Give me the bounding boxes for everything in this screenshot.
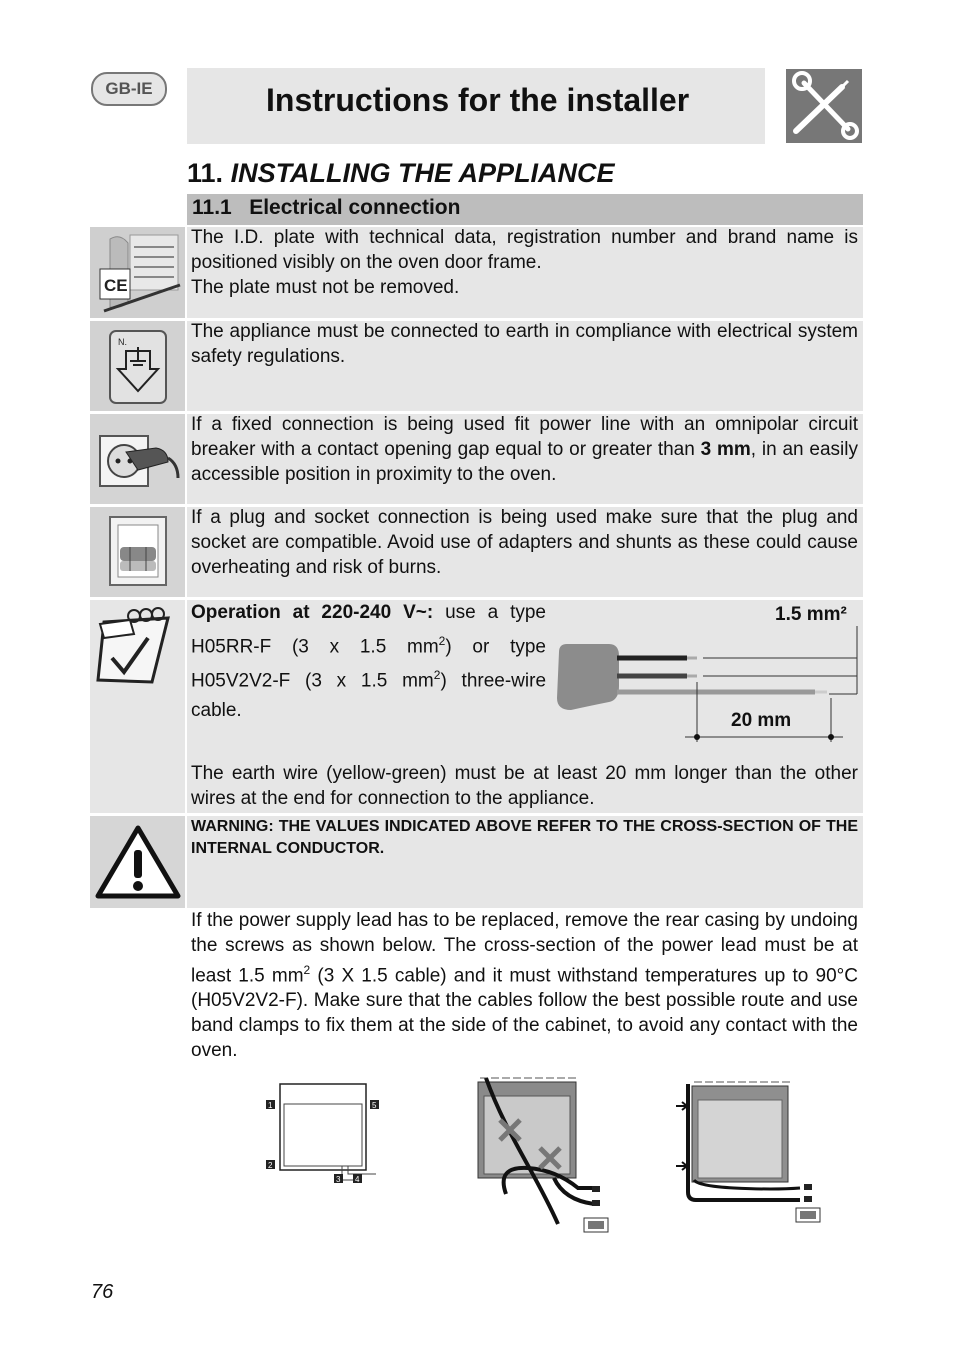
operation-text [191,598,546,725]
cable-section-label: 1.5 mm² [775,604,847,625]
screw-number-1: 1 [268,1101,273,1110]
subsection-title: 11.1 Electrical connection [192,196,461,219]
row-id-plate [187,227,863,318]
page-title: Instructions for the installer [266,82,690,118]
screw-number-5: 5 [372,1101,377,1110]
subsection-bar [187,194,863,225]
earth-wire-text: The earth wire (yellow-green) must be at least 20 mm longer than the other wires at the end for connection to the appliance. [191,763,858,809]
tools-icon [786,69,862,143]
ce-plate-icon [90,227,185,318]
svg-text:N.: N. [118,337,127,347]
row-plug-socket [187,507,863,597]
screw-number-4: 4 [355,1175,360,1184]
warning-icon [90,816,185,908]
row-warning [187,816,863,908]
cable-diagram [553,602,861,750]
replace-sup: 2 [303,963,311,977]
rear-casing-figure [264,1080,382,1192]
replace-text-a: If the power supply lead has to be replaced, remove the rear casing by undoing the screws as shown below. The cross-section of the power lead must be at least 1.5 mm [191,910,858,987]
warning-text: WARNING: THE VALUES INDICATED ABOVE REFER TO THE CROSS-SECTION OF THE INTERNAL CONDUCTOR. [191,818,858,857]
operation-text-a: use a type H05RR-F (3 x 1.5 mm [191,602,546,658]
id-plate-text: The I.D. plate with technical data, registration number and brand name is positioned visibly on the oven door frame. [191,227,858,273]
earth-length-label: 20 mm [731,710,792,731]
section-title: INSTALLING THE APPLIANCE [230,158,615,188]
page-number: 76 [91,1281,114,1303]
operation-text-c: ) three-wire cable. [191,670,547,721]
page-header [187,68,765,144]
fixed-connection-text-b: , in an easily accessible position in proximity to the oven. [191,439,858,485]
correct-route-figure [674,1076,830,1226]
plug-socket-text: If a plug and socket connection is being used make sure that the plug and socket are compatible. Avoid use of adapters and shunts as these could cause overheating and risk of burns. [191,507,858,578]
plug-socket-icon [90,414,185,504]
replace-text-b: (3 X 1.5 cable) and it must withstand temperatures up to 90°C (H05V2V2-F). Make sure that the cables follow the best possible route and use band clamps to fix them at the side of the cabinet, to avoid any contact with the oven. [191,965,858,1062]
earth-text: The appliance must be connected to earth in compliance with electrical system safety regulations. [191,321,858,367]
fixed-connection-text [191,412,858,487]
earth-icon [90,321,185,411]
row-fixed-connection [187,414,863,504]
screw-number-2: 2 [268,1161,273,1170]
row-earth [187,321,863,411]
replace-lead-text [191,908,858,1063]
operation-sup-1: 2 [438,634,446,648]
row-operation [187,600,863,813]
socket-icon [90,507,185,597]
fixed-connection-text-a: If a fixed connection is being used fit power line with an omnipolar circuit breaker with a contact opening gap equal to or greater than [191,414,858,460]
notepad-icon [90,600,185,813]
operation-text-b: ) or type H05V2V2-F (3 x 1.5 mm [191,636,546,692]
operation-sup-2: 2 [433,668,441,683]
wrong-route-figure [466,1074,616,1236]
screw-number-3: 3 [336,1175,341,1184]
operation-voltage: Operation at 220-240 V~: [191,602,434,623]
id-plate-warning: The plate must not be removed. [191,277,460,298]
section-number: 11. [187,158,224,188]
section-heading [187,158,615,189]
gap-value: 3 mm [700,439,751,460]
svg-text:CE: CE [104,276,128,295]
language-badge: GB-IE [91,72,167,106]
